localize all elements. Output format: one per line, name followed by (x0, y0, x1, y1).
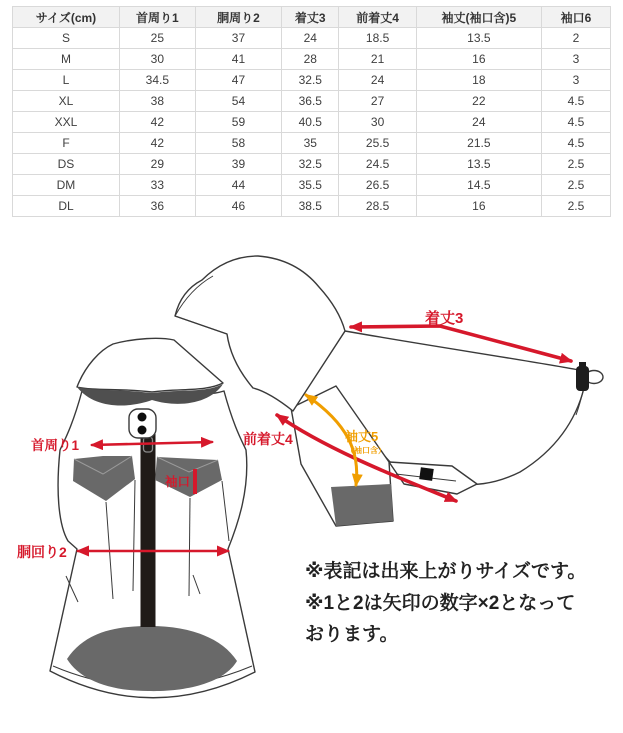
strap-buckle (419, 467, 434, 481)
size-cell: DL (13, 196, 120, 217)
table-header-row (13, 7, 611, 28)
value-cell: 26.5 (339, 175, 417, 196)
value-cell: 33 (119, 175, 195, 196)
size-cell: DM (13, 175, 120, 196)
front-view-figure (50, 338, 255, 697)
value-cell: 24 (282, 28, 339, 49)
front-length-label: 前着丈4 (243, 431, 293, 447)
page (0, 6, 623, 733)
value-cell: 35 (282, 133, 339, 154)
note-line: ※1と2は矢印の数字×2となって (305, 592, 576, 614)
table-row (13, 70, 611, 91)
size-cell: F (13, 133, 120, 154)
col-header-cuff: 袖口6 (541, 7, 610, 28)
col-header-sleeve-length: 袖丈(袖口含)5 (416, 7, 541, 28)
size-cell: S (13, 28, 120, 49)
value-cell: 32.5 (282, 154, 339, 175)
value-cell: 3 (541, 49, 610, 70)
value-cell: 24 (416, 112, 541, 133)
note-line: おります。 (305, 624, 399, 645)
value-cell: 24.5 (339, 154, 417, 175)
value-cell: 44 (195, 175, 282, 196)
value-cell: 59 (195, 112, 282, 133)
table-row (13, 28, 611, 49)
value-cell: 41 (195, 49, 282, 70)
back-length-label: 着丈3 (425, 310, 464, 327)
size-cell: XL (13, 91, 120, 112)
value-cell: 24 (339, 70, 417, 91)
size-cell: DS (13, 154, 120, 175)
value-cell: 28.5 (339, 196, 417, 217)
value-cell: 38 (119, 91, 195, 112)
value-cell: 2.5 (541, 175, 610, 196)
note-line: ※表記は出来上がりサイズです。 (305, 561, 587, 582)
col-header-back-length: 着丈3 (282, 7, 339, 28)
size-cell: XXL (13, 112, 120, 133)
value-cell: 14.5 (416, 175, 541, 196)
value-cell: 54 (195, 91, 282, 112)
value-cell: 13.5 (416, 154, 541, 175)
button (138, 413, 147, 422)
value-cell: 27 (339, 91, 417, 112)
col-header-chest: 胴周り2 (195, 7, 282, 28)
zipper (141, 434, 156, 627)
sleeve-length-sublabel: （袖口含） (346, 446, 386, 455)
cuff-label: 袖口 (165, 475, 191, 489)
table-row (13, 154, 611, 175)
value-cell: 21 (339, 49, 417, 70)
sleeve-length-label: 袖丈5 (345, 429, 379, 444)
value-cell: 4.5 (541, 133, 610, 154)
value-cell: 2.5 (541, 154, 610, 175)
value-cell: 39 (195, 154, 282, 175)
value-cell: 36 (119, 196, 195, 217)
value-cell: 40.5 (282, 112, 339, 133)
neck-girth-label: 首周り1 (31, 438, 80, 453)
col-header-size: サイズ(cm) (13, 7, 120, 28)
drawstring-toggle (576, 366, 589, 391)
value-cell: 21.5 (416, 133, 541, 154)
size-table (12, 6, 611, 217)
table-row (13, 91, 611, 112)
value-cell: 18.5 (339, 28, 417, 49)
value-cell: 58 (195, 133, 282, 154)
value-cell: 35.5 (282, 175, 339, 196)
table-row (13, 196, 611, 217)
value-cell: 25.5 (339, 133, 417, 154)
value-cell: 47 (195, 70, 282, 91)
value-cell: 46 (195, 196, 282, 217)
value-cell: 16 (416, 196, 541, 217)
table-row (13, 175, 611, 196)
chest-girth-label: 胴回り2 (17, 544, 67, 560)
side-sleeve-cuff (331, 484, 393, 526)
value-cell: 4.5 (541, 91, 610, 112)
value-cell: 13.5 (416, 28, 541, 49)
value-cell: 28 (282, 49, 339, 70)
value-cell: 36.5 (282, 91, 339, 112)
value-cell: 18 (416, 70, 541, 91)
value-cell: 37 (195, 28, 282, 49)
value-cell: 30 (119, 49, 195, 70)
raincoat-diagram-svg (0, 234, 623, 733)
measurement-diagram (0, 234, 623, 733)
value-cell: 29 (119, 154, 195, 175)
value-cell: 25 (119, 28, 195, 49)
value-cell: 38.5 (282, 196, 339, 217)
front-hood (77, 338, 223, 392)
value-cell: 3 (541, 70, 610, 91)
table-row (13, 112, 611, 133)
value-cell: 34.5 (119, 70, 195, 91)
size-cell: M (13, 49, 120, 70)
value-cell: 42 (119, 112, 195, 133)
value-cell: 22 (416, 91, 541, 112)
col-header-front-length: 前着丈4 (339, 7, 417, 28)
value-cell: 2.5 (541, 196, 610, 217)
size-notes (305, 556, 615, 651)
value-cell: 42 (119, 133, 195, 154)
value-cell: 32.5 (282, 70, 339, 91)
value-cell: 2 (541, 28, 610, 49)
size-cell: L (13, 70, 120, 91)
value-cell: 30 (339, 112, 417, 133)
value-cell: 4.5 (541, 112, 610, 133)
table-row (13, 133, 611, 154)
value-cell: 16 (416, 49, 541, 70)
button (138, 426, 147, 435)
table-row (13, 49, 611, 70)
col-header-neck: 首周り1 (119, 7, 195, 28)
